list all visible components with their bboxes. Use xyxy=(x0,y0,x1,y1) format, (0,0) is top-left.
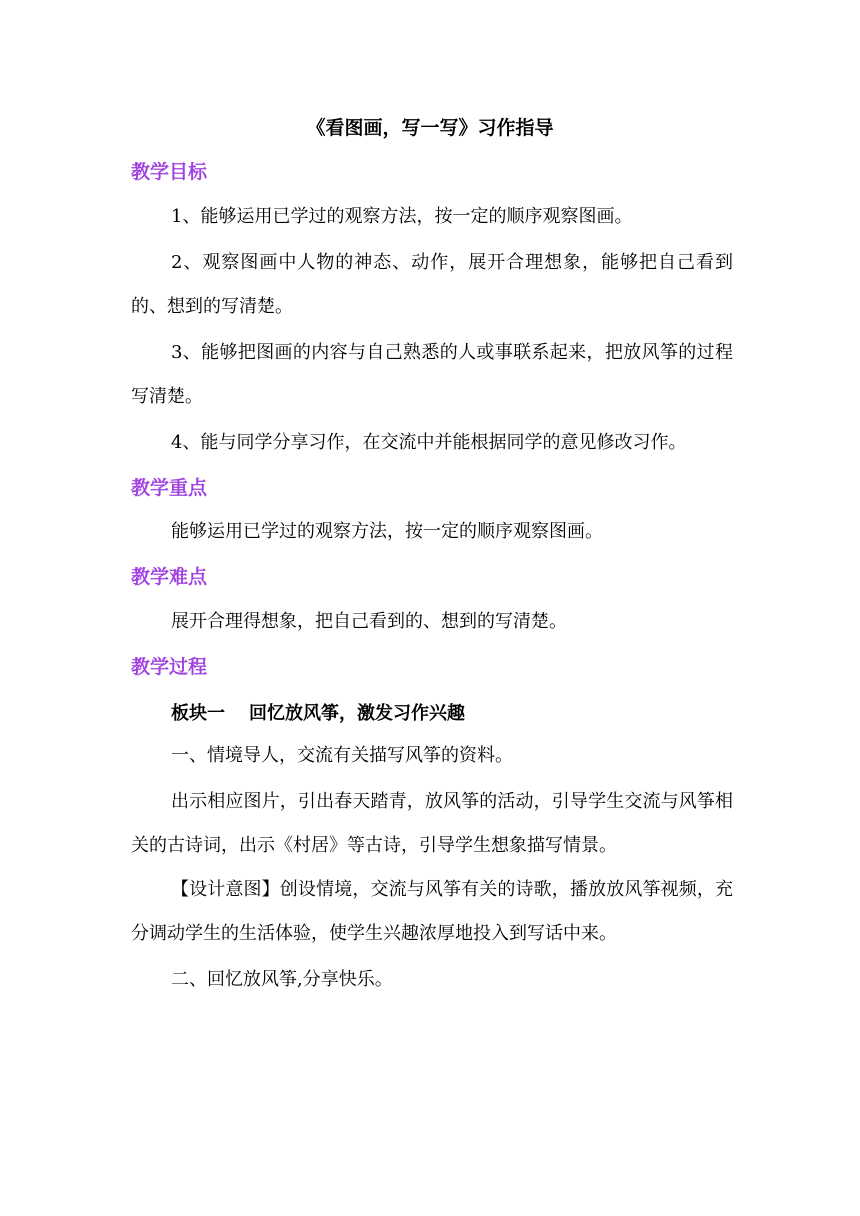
section-1-heading xyxy=(171,700,465,728)
objective-item-3: 3、能够把图画的内容与自己熟悉的人或事联系起来，把放风筝的过程写清楚。 xyxy=(131,342,733,407)
difficulties-heading: 教学难点 xyxy=(131,566,208,588)
objective-item-2: 2、观察图画中人物的神态、动作，展开合理想象，能够把自己看到的、想到的写清楚。 xyxy=(131,252,733,317)
process-heading: 教学过程 xyxy=(131,656,208,678)
document-title: 《看图画，写一写》习作指导 xyxy=(306,117,554,139)
objectives-heading: 教学目标 xyxy=(131,161,208,183)
difficulties-text: 展开合理得想象，把自己看到的、想到的写清楚。 xyxy=(171,611,567,632)
key-points-text: 能够运用已学过的观察方法，按一定的顺序观察图画。 xyxy=(171,521,603,542)
section-1-title: 回忆放风筝，激发习作兴趣 xyxy=(249,703,465,724)
step-1-title: 一、情境导人，交流有关描写风筝的资料。 xyxy=(171,745,513,766)
section-1-label: 板块一 xyxy=(171,703,225,724)
step-2-title: 二、回忆放风筝,分享快乐。 xyxy=(171,969,393,990)
objective-item-4: 4、能与同学分享习作，在交流中并能根据同学的意见修改习作。 xyxy=(171,432,687,453)
objective-item-1: 1、能够运用已学过的观察方法，按一定的顺序观察图画。 xyxy=(171,206,633,227)
key-points-heading: 教学重点 xyxy=(131,477,208,499)
step-1-body: 出示相应图片，引出春天踏青，放风筝的活动，引导学生交流与风筝相关的古诗词，出示《村居》等古诗，引导学生想象描写情景。 xyxy=(131,791,733,856)
design-intent: 【设计意图】创设情境，交流与风筝有关的诗歌，播放放风筝视频，充分调动学生的生活体验，使学生兴趣浓厚地投入到写话中来。 xyxy=(131,879,733,944)
